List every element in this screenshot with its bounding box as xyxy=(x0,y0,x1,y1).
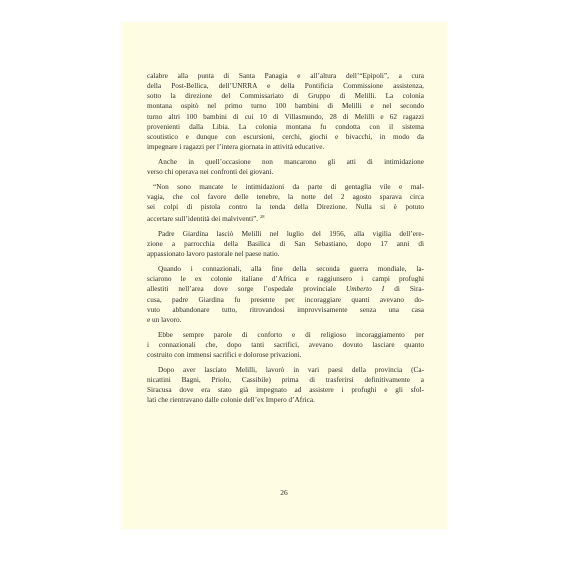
footnote-reference: 28 xyxy=(259,214,265,220)
text-line: i connazionali che, dopo tanti sacrifici, avevano dovuto lasciare quanto xyxy=(147,340,424,349)
text-line: cusa, padre Giardina fu presente per incoraggiare quanti avevano do- xyxy=(147,295,424,304)
text-line: della Post-Bellica, dell’UNRRA e della Pontificia Commissione assistenza, xyxy=(147,82,424,91)
text-line: calabre alla punta di Santa Panagia e all’altura dell’“Epipoli”, a cura xyxy=(147,72,424,80)
text-line: sciarono le ex colonie italiane d’Africa e raggiunsero i campi profughi xyxy=(147,275,424,284)
text-line: montana ospitò nel primo turno 100 bambini di Melilli e nel secondo xyxy=(147,102,424,111)
paragraph-4 xyxy=(147,229,424,259)
text-line: Anche in quell’occasione non mancarono gli atti di intimidazione xyxy=(158,157,424,166)
paragraph-3-quote xyxy=(147,182,424,225)
text-line: “Non sono mancate le intimidazioni da parte di gentaglia vile e mal- xyxy=(153,182,424,191)
text-fragment: accertare sull’identità dei malviventi”. xyxy=(147,215,259,224)
text-line: Padre Giardina lasciò Melilli nel luglio del 1956, alla vigilia dell’ere- xyxy=(158,229,424,238)
text-line: impegnare i ragazzi per l’intera giornata in attività educative. xyxy=(147,143,325,152)
text-line-with-footnote xyxy=(147,212,424,224)
text-line xyxy=(147,284,424,294)
text-fragment: di Sira- xyxy=(384,285,424,294)
text-line: turno altri 100 bambini di cui 10 di Villasmundo, 28 di Melilli e 62 ragazzi xyxy=(147,112,424,121)
text-line: sei colpi di pistola contro la tenda della Direzione. Nulla si è potuto xyxy=(147,203,424,212)
text-line: e un lavoro. xyxy=(147,315,182,324)
page-number: 26 xyxy=(280,488,288,497)
text-line: provenienti dalla Libia. La colonia montana fu condotta con il sistema xyxy=(147,122,424,131)
text-line: vagia, che col favore delle tenebre, la notte del 2 agosto sparava circa xyxy=(147,192,424,201)
text-line: Siracusa dove era stato già impegnato ad assistere i profughi e gli sfol- xyxy=(147,385,424,394)
paragraph-1 xyxy=(147,71,424,152)
text-line: Quando i connazionali, alla fine della seconda guerra mondiale, la- xyxy=(158,265,424,274)
text-fragment: allestiti nell’area dove sorge l’ospedale provinciale xyxy=(147,285,346,294)
italic-hospital-name: Umberto I xyxy=(345,285,385,294)
paragraph-2 xyxy=(147,157,424,177)
text-line: scoutistico e dunque con escursioni, cerchi, giochi e bivacchi, in modo da xyxy=(147,132,424,141)
page-body-text xyxy=(147,71,424,410)
text-line: costruito con immensi sacrifici e dolorose privazioni. xyxy=(147,350,302,359)
text-line: Ebbe sempre parole di conforto e di religioso incoraggiamento per xyxy=(158,330,424,339)
text-line: appassionato lavoro pastorale nel paese natio. xyxy=(147,250,280,259)
paragraph-6 xyxy=(147,330,424,360)
text-line: Dopo aver lasciato Melilli, lavorò in vari paesi della provincia (Ca- xyxy=(158,365,424,374)
text-line: nicattini Bagni, Priolo, Cassibile) prima di trasferirsi definitivamente a xyxy=(147,375,424,384)
paragraph-5 xyxy=(147,264,424,325)
text-line: sotto la direzione del Commissariato di Gruppo di Melilli. La colonia xyxy=(147,92,424,101)
text-line: vuto abbandonare tutto, ritrovandosi improvvisamente senza una casa xyxy=(147,305,424,314)
text-line: verso chi operava nei confronti dei giovani. xyxy=(147,168,274,176)
book-page xyxy=(121,22,447,529)
paragraph-7 xyxy=(147,365,424,406)
text-line: zione a parrocchia della Basilica di San Sebastiano, dopo 17 anni di xyxy=(147,240,424,249)
text-line: lati che rientravano dalle colonie dell’ex Impero d’Africa. xyxy=(147,396,315,405)
